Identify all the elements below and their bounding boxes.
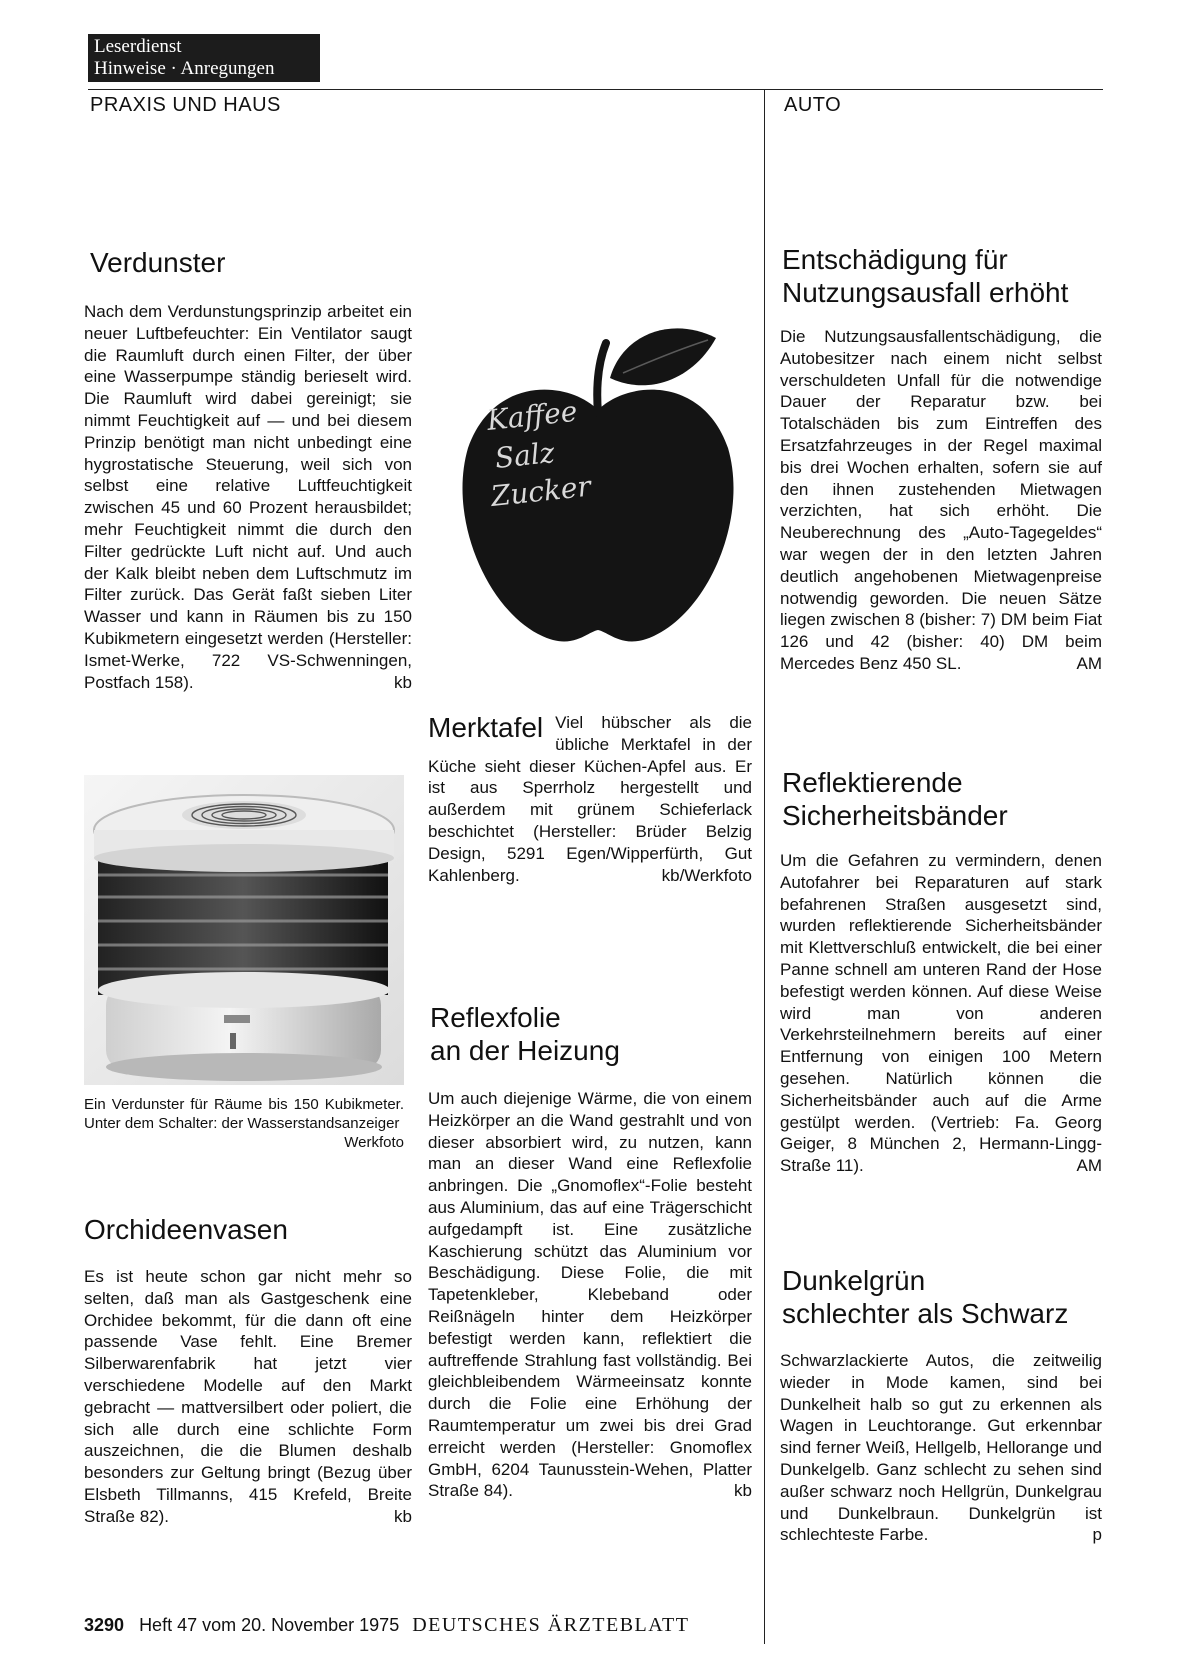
reflektierende-signature: AM: [1076, 1156, 1102, 1176]
entschaedigung-signature: AM: [1076, 653, 1102, 673]
merktafel-title: Merktafel: [428, 712, 544, 743]
dunkelgruen-signature: p: [1092, 1525, 1102, 1545]
journal-name: DEUTSCHES ÄRZTEBLATT: [412, 1614, 690, 1636]
orchideen-body: Es ist heute schon gar nicht mehr so selten, daß man als Gastgeschenk eine Orchidee bekommt, für die dann oft eine passende Vase fehlt. Eine Bremer Silberwarenfabrik hat jetzt vier verschiedene Modelle auf den Markt gebracht — mattversilbert oder poliert, die sich alle durch eine schlichte Form auszeichnen, die die Blumen deshalb besonders zur Geltung bringt (Bezug über Elsbeth Tillmanns, 415 Krefeld, Breite Straße 82).: [84, 1267, 412, 1526]
dunkelgruen-title-line-2: schlechter als Schwarz: [782, 1298, 1069, 1329]
verdunster-article: [84, 301, 412, 693]
verdunster-body: Nach dem Verdunstungsprinzip arbeitet ein neuer Luftbefeuchter: Ein Ventilator saugt die Raumluft durch einen Filter, der über eine Wasserpumpe ständig berieselt wird. Die Raumluft wird dabei gereinigt; sie nimmt Feuchtigkeit auf — und bei diesem Prinzip benötigt man nicht unbedingt eine hygrostatische Steuerung, weil sich von selbst eine relative Luftfeuchtigkeit zwischen 45 und 60 Prozent herausbildet; mehr Feuchtigkeit nimmt die durch den Filter gedrückte Luft nicht auf. Und auch der Kalk bleibt neben dem Luftschmutz im Filter zurück. Das Gerät faßt sieben Liter Wasser und kann in Räumen bis zu 150 Kubikmetern eingesetzt werden (Hersteller: Ismet-Werke, 722 VS-Schwenningen, Postfach 158).: [84, 302, 412, 692]
reflexfolie-title-line-2: an der Heizung: [430, 1035, 620, 1066]
reflektierende-article: [780, 850, 1102, 1177]
verdunster-caption-block: [84, 1095, 404, 1152]
reflexfolie-title: [430, 1001, 750, 1067]
entschaedigung-body: Die Nutzungsausfallentschädigung, die Autobesitzer nach einem nicht selbst verschuldeten Unfall für die notwendige Dauer der Reparatur bzw. bei Totalschäden bis zum Eintreffen des Ersatzfahrzeuges in der Regel maximal bis drei Wochen erhalten, sofern sie auf den ihnen zustehenden Mietwagen verzichten, hat sich erhöht. Die Neuberechnung des „Auto-Tagegeldes“ war wegen der in den letzten Jahren deutlich angehobenen Mietwagenpreise notwendig geworden. Die neuen Sätze liegen zwischen 8 (bisher: 7) DM beim Fiat 126 und 42 (bisher: 40) DM beim Mercedes Benz 450 SL.: [780, 327, 1102, 673]
dunkelgruen-article: [780, 1350, 1102, 1546]
verdunster-signature: kb: [394, 672, 412, 692]
orchideen-article: [84, 1266, 412, 1528]
apple-word-3: Zucker: [489, 469, 593, 513]
dunkelgruen-body: Schwarzlackierte Autos, die zeitweilig wieder in Mode kamen, sind bei Dunkelheit halb so gut zu erkennen als Wagen in Leuchtorange. Gut erkennbar sind ferner Weiß, Hellgelb, Hellorange und Dunkelgelb. Ganz schlecht zu sehen sind außer schwarz noch Hellgrün, Dunkelgrau und Dunkelbraun. Dunkelgrün ist schlechteste Farbe.: [780, 1351, 1102, 1545]
column-divider: [764, 89, 765, 1644]
verdunster-caption: Ein Verdunster für Räume bis 150 Kubikmeter. Unter dem Schalter: der Wasserstandsanzeiger: [84, 1096, 404, 1132]
reflektierende-title: [782, 766, 1112, 832]
verdunster-title: Verdunster: [90, 247, 226, 278]
apple-word-2: Salz: [493, 435, 556, 475]
entschaedigung-article: [780, 326, 1102, 675]
entschaedigung-title-line-1: Entschädigung für: [782, 244, 1008, 275]
merktafel-signature: kb/Werkfoto: [661, 865, 752, 885]
section-label-right: AUTO: [784, 94, 842, 116]
reflexfolie-signature: kb: [734, 1481, 752, 1501]
reflexfolie-title-line-1: Reflexfolie: [430, 1002, 561, 1033]
reflektierende-title-line-1: Reflektierende: [782, 767, 963, 798]
merktafel-body: Viel hübscher als die übliche Merktafel in der Küche sieht dieser Küchen-Apfel aus. Er ist aus Sperrholz hergestellt und außerdem mit grünem Schieferlack beschichtet (Hersteller: Brüder Belzig Design, 5291 Egen/Wipperfürth, Gut Kahlenberg.: [428, 713, 752, 885]
section-label-left: PRAXIS UND HAUS: [90, 94, 281, 116]
header-rule: [88, 89, 1103, 90]
apple-word-1: Kaffee: [485, 394, 579, 437]
merktafel-article: [428, 712, 752, 886]
reflexfolie-body: Um auch diejenige Wärme, die von einem Heizkörper an die Wand gestrahlt und von dieser absorbiert wird, zu nutzen, kann man an dieser Wand eine Reflexfolie anbringen. Die „Gnomoflex“-Folie besteht aus Aluminium, das auf eine Trägerschicht aufgedampft ist. Eine zusätzliche Kaschierung schützt das Aluminium vor Beschädigung. Diese Folie, die mit Tapetenkleber, Klebeband oder Reißnägeln hinter dem Heizkörper befestigt werden kann, reflektiert die auftreffende Strahlung fast vollständig. Bei gleichbleibendem Wärmeeinsatz konnte durch die Folie eine Erhöhung der Raumtemperatur um zwei bis drei Grad erreicht werden (Hersteller: Gnomoflex GmbH, 6204 Taunusstein-Wehen, Platter Straße 84).: [428, 1089, 752, 1501]
orchideen-signature: kb: [394, 1506, 412, 1526]
section-header-box: [88, 34, 320, 82]
reflektierende-body: Um die Gefahren zu vermindern, denen Autofahrer bei Reparaturen auf stark befahrenen Straßen ausgesetzt sind, wurden reflektierende Sicherheitsbänder mit Klettverschluß entwickelt, die bei einer Panne schnell am unteren Rand der Hose befestigt werden können. Auf diese Weise wird man von anderen Verkehrsteilnehmern bereits auf einer Entfernung von einigen 100 Metern gesehen. Natürlich können die Sicherheitsbänder auch auf die Arme gestülpt werden. (Vertrieb: Fa. Georg Geiger, 8 München 2, Hermann-Lingg-Straße 11).: [780, 851, 1102, 1176]
humidifier-photo: [84, 775, 404, 1085]
entschaedigung-title-line-2: Nutzungsausfall erhöht: [782, 277, 1069, 308]
dunkelgruen-title: [782, 1264, 1112, 1330]
issue-info: Heft 47 vom 20. November 1975: [139, 1615, 400, 1635]
dunkelgruen-title-line-1: Dunkelgrün: [782, 1265, 926, 1296]
header-line-1: Leserdienst: [94, 36, 182, 57]
entschaedigung-title: [782, 243, 1112, 309]
orchideen-title: Orchideenvasen: [84, 1214, 288, 1245]
verdunster-caption-credit: Werkfoto: [344, 1134, 404, 1151]
page-footer: [84, 1614, 689, 1637]
reflektierende-title-line-2: Sicherheitsbänder: [782, 800, 1008, 831]
header-line-2: Hinweise · Anregungen: [94, 58, 275, 79]
reflexfolie-article: [428, 1088, 752, 1502]
apple-blackboard-photo: [448, 318, 748, 648]
page-number: 3290: [84, 1615, 125, 1635]
